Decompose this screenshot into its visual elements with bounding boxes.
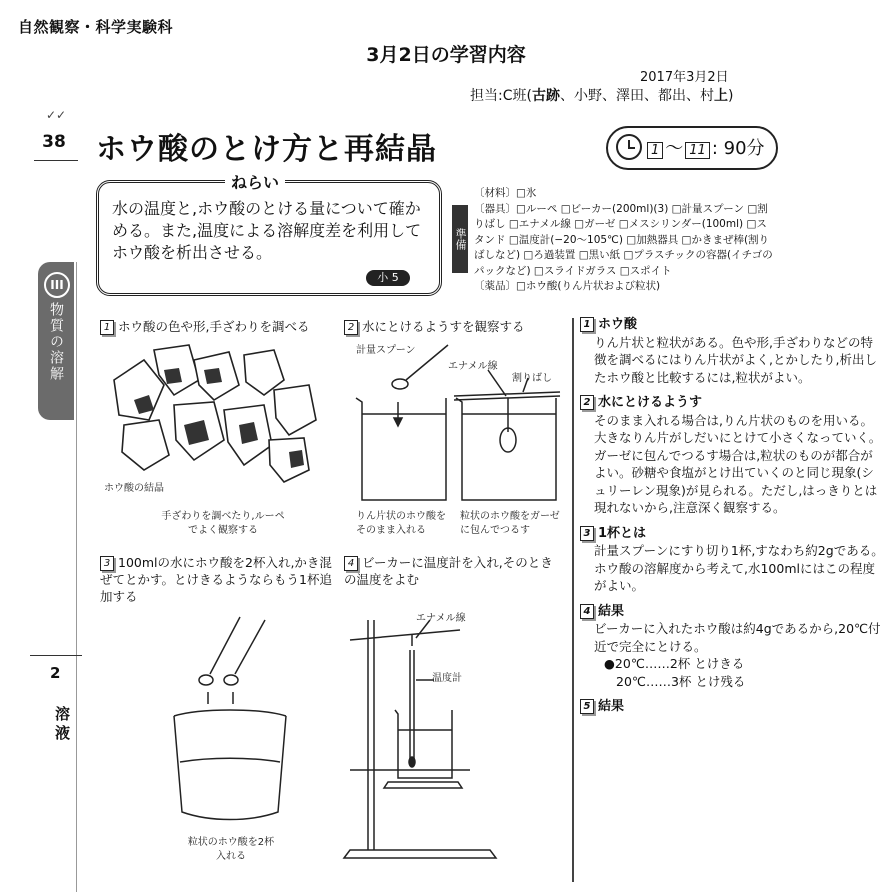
side-rule xyxy=(76,262,77,892)
staff-lead: 古跡 xyxy=(531,88,560,104)
chapter-number: III xyxy=(44,272,70,298)
section-number: 2 xyxy=(50,664,61,682)
note-2-number: 2 xyxy=(580,395,594,410)
result-line-2: 20℃……3杯 とけ残る xyxy=(616,673,746,689)
notes-column xyxy=(580,316,885,716)
page-title: ホウ酸のとけ方と再結晶 xyxy=(96,132,437,167)
step-3-number: 3 xyxy=(100,556,114,571)
note-1-text: りん片状と粒状がある。色や形,手ざわりなどの特徴を調べるにはりん片状がよく,とかしたり,析出したホウ酸と比較するには,粒状がよい。 xyxy=(594,334,877,385)
prep-chemicals: 〔薬品〕□ホウ酸(りん片状および粒状) xyxy=(474,280,661,292)
step-3 xyxy=(100,554,340,605)
note-2-title: 水にとけるようす xyxy=(598,395,703,410)
staff-prefix: 担当:C班( xyxy=(470,88,532,104)
grain-caption: 粒状のホウ酸を2杯入れる xyxy=(187,837,275,862)
crystal-caption: ホウ酸の結晶 xyxy=(104,483,164,494)
time-separator: 〜 xyxy=(665,138,684,159)
crystal-illustration xyxy=(104,340,324,490)
note-4-text: ビーカーに入れたホウ酸は約4gであるから,20℃付近で完全にとける。 xyxy=(594,621,881,654)
page-tick-marks: ✓✓ xyxy=(46,108,67,122)
time-end: 11 xyxy=(685,142,710,159)
step-2-text: 水にとけるようすを観察する xyxy=(362,319,525,334)
step-4-text: ビーカーに温度計を入れ,そのときの温度をよむ xyxy=(344,555,553,587)
spoon-caption: 計量スプーン xyxy=(356,345,416,356)
aim-label: ねらい xyxy=(225,170,285,193)
prep-materials: 〔材料〕□氷 xyxy=(474,187,537,199)
step-4 xyxy=(344,554,564,588)
lesson-date: 2017年3月2日 xyxy=(640,70,729,85)
beaker-spoons-illustration xyxy=(160,612,300,832)
section-rule xyxy=(30,655,82,656)
dissolving-illustration xyxy=(348,340,568,510)
note-1-title: ホウ酸 xyxy=(598,317,638,332)
clock-icon xyxy=(616,134,642,160)
enamel-caption: エナメル線 xyxy=(448,361,498,372)
section-title: 溶液 xyxy=(53,706,71,744)
aim-text: 水の温度と,ホウ酸のとける量について確かめる。また,温度による溶解度差を利用してホウ酸を析出させる。 xyxy=(112,199,422,262)
note-1-heading xyxy=(580,316,885,334)
time-duration: : 90分 xyxy=(711,138,765,159)
time-range xyxy=(645,134,765,160)
chapter-title: 物質の溶解 xyxy=(48,302,64,382)
staff-members: 、小野、澤田、都出、村 xyxy=(559,88,714,104)
staff-line xyxy=(470,85,733,105)
note-4-title: 結果 xyxy=(598,603,625,619)
stand-thermometer-illustration xyxy=(340,610,520,870)
course-name: 自然観察・科学実験科 xyxy=(18,18,174,36)
flake-caption: りん片状のホウ酸をそのまま入れる xyxy=(356,511,446,536)
prep-equipment: 〔器具〕□ルーペ □ビーカー(200ml)(3) □計量スプーン □割りばし □エナメル線 □ガーゼ □メスシリンダー(100ml) □スタンド □温度計(−20〜105℃) □加熱器具 □かきまぜ棒(割りばしなど) □ろ過装置 □黒い紙 □プラスチックの容器(イチゴのパックなど) □スライドガラス □スポイト xyxy=(474,202,773,277)
note-2-text: そのまま入れる場合は,りん片状のものを用いる。大きなりん片がしだいにとけて小さくなっていく。ガーゼに包んでつるす場合は,粒状のものが都合がよい。砂糖や食塩がとけ出ていくのと同じ現象(シュリーレン現象)が見られる。ただし,はっきりとは現れないから,注意深く観察する。 xyxy=(594,412,882,515)
note-5-number: 5 xyxy=(580,699,594,714)
staff-suffix: ) xyxy=(727,88,734,104)
result-line-1: ●20℃……2杯 とけきる xyxy=(604,656,745,671)
step-4-number: 4 xyxy=(344,556,358,571)
prep-list xyxy=(474,186,774,295)
note-4-heading xyxy=(580,603,885,621)
chopstick-caption: 割りばし xyxy=(512,373,552,384)
note-4-number: 4 xyxy=(580,604,594,619)
note-5-title: 結果 xyxy=(598,699,625,714)
note-3-heading xyxy=(580,525,885,543)
step-1-number: 1 xyxy=(100,320,114,335)
step-2 xyxy=(344,318,564,335)
prep-tab: 準備 xyxy=(452,205,468,273)
note-2-heading xyxy=(580,394,885,412)
note-3-number: 3 xyxy=(580,526,594,541)
step-3-text: 100mlの水にホウ酸を2杯入れ,かき混ぜてとかす。とけきるようならもう1杯追加する xyxy=(100,555,332,604)
page-number: 38 xyxy=(42,132,66,152)
gauze-caption: 粒状のホウ酸をガーゼに包んでつるす xyxy=(460,511,560,536)
lesson-title: 3月2日の学習内容 xyxy=(366,44,526,66)
note-3-text: 計量スプーンにすり切り1杯,すなわち約2gである。ホウ酸の溶解度から考えて,水100mlにはこの程度がよい。 xyxy=(594,543,884,593)
note-5-heading xyxy=(580,698,885,716)
thermometer-caption: 温度計 xyxy=(432,673,462,684)
note-3-title: 1杯とは xyxy=(598,525,647,541)
enamel-caption-2: エナメル線 xyxy=(416,613,466,624)
page-number-rule xyxy=(34,160,78,161)
staff-last: 上 xyxy=(713,88,728,104)
grade-badge: 小 5 xyxy=(366,270,410,286)
step-2-number: 2 xyxy=(344,320,358,335)
time-start: 1 xyxy=(647,142,663,159)
step-1 xyxy=(100,318,340,335)
touch-caption: 手ざわりを調べたり,ルーペでよく観察する xyxy=(161,511,285,536)
step-1-text: ホウ酸の色や形,手ざわりを調べる xyxy=(118,319,310,334)
note-1-number: 1 xyxy=(580,317,594,332)
notes-rule xyxy=(572,318,574,882)
